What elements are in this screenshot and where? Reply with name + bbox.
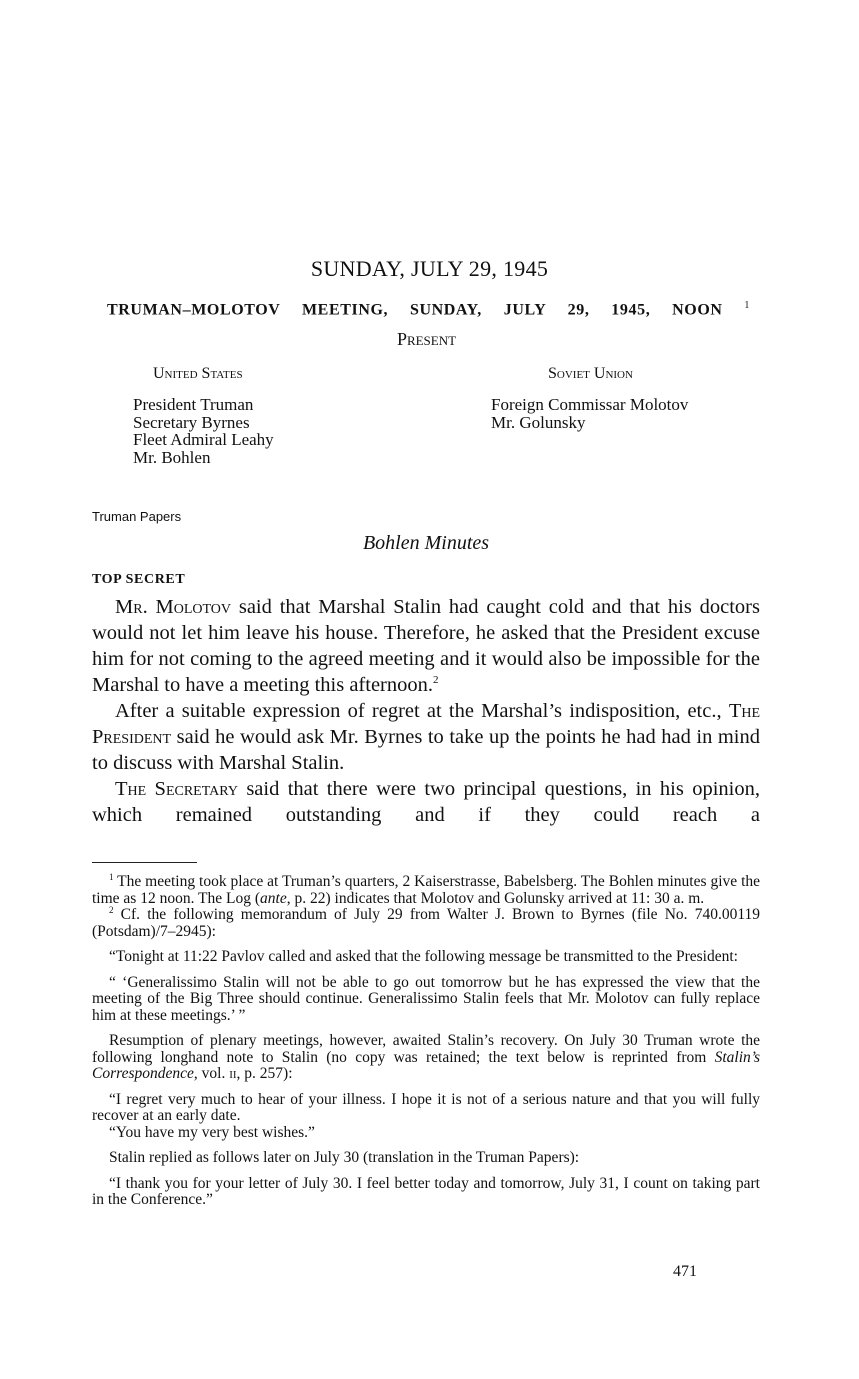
source-label: Truman Papers [92, 509, 182, 524]
quotation: “You have my very best wishes.” [109, 1123, 315, 1141]
footnote-paragraph [92, 1033, 760, 1083]
page-number: 471 [673, 1263, 697, 1280]
quotation: “Tonight at 11:22 Pavlov called and asked that the following message be transmitted to the President: [109, 948, 738, 965]
footnote-ref-2: 2 [433, 674, 439, 687]
speaker-name: The Secretary [115, 778, 238, 800]
participant-name: Secretary Byrnes [133, 412, 250, 432]
soviet-participants [491, 396, 688, 431]
soviet-column-heading: Soviet Union [548, 365, 633, 382]
participant-name: Foreign Commissar Molotov [491, 395, 689, 414]
speaker-name: Mr. Molotov [115, 596, 232, 618]
section-date-heading: SUNDAY, JULY 29, 1945 [310, 256, 549, 281]
footnote-number: 2 [109, 904, 114, 915]
footnote-text: Resumption of plenary meetings, however, awaited Stalin’s recovery. On July 30 Truman wrote the following longhand note to Stalin (no copy was retained; the text below is reprinted from [92, 1032, 760, 1066]
book-title: Stalin’s Correspondence [92, 1048, 760, 1082]
meeting-title [107, 300, 750, 319]
paragraph-text: said that there were two principal questions, in his opinion, which remained outstanding and if they could reach a [92, 778, 760, 826]
footnote-divider [92, 862, 197, 863]
paragraph [92, 698, 760, 776]
quotation: “I regret very much to hear of your illness. I hope it is not of a serious nature and that you will fully recover at an early date. [92, 1090, 760, 1124]
present-label: Present [396, 329, 457, 349]
footnote-text: , p. 257): [236, 1065, 293, 1082]
paragraph-text: said he would ask Mr. Byrnes to take up the points he had had in mind to discuss with Marshal Stalin. [92, 726, 760, 774]
footnote-text: The meeting took place at Truman’s quarters, 2 Kaiserstrasse, Babelsberg. The Bohlen minutes give the time as 12 noon. The Log ( [92, 873, 760, 907]
participant-name: President Truman [133, 395, 254, 414]
paragraph [92, 776, 760, 828]
volume-number: ii [229, 1065, 237, 1082]
footnote-text: ante [260, 889, 287, 907]
meeting-title-text: TRUMAN–MOLOTOV MEETING, SUNDAY, JULY 29, 1945, NOON [107, 301, 723, 319]
us-column-heading: United States [153, 365, 243, 382]
paragraph [92, 594, 760, 698]
footnotes [92, 871, 760, 1209]
footnote-number: 1 [109, 871, 114, 882]
footnote-ref-1: 1 [744, 300, 750, 311]
minutes-title: Bohlen Minutes [362, 532, 490, 554]
participant-name: Mr. Golunsky [491, 412, 586, 432]
us-participants [133, 396, 274, 466]
main-text [92, 594, 760, 828]
footnote-1 [92, 871, 760, 907]
footnote-paragraph: Stalin replied as follows later on July 30 (translation in the Truman Papers): [109, 1149, 580, 1166]
paragraph-text: said that Marshal Stalin had caught cold and that his doctors would not let him leave his house. Therefore, he asked that the President excuse him for not coming to the agreed meeting and it would also be impossible for the Marshal to have a meeting this afternoon. [92, 596, 760, 696]
participant-name: Mr. Bohlen [133, 447, 211, 467]
paragraph-text: After a suitable expression of regret at the Marshal’s indisposition, etc., [115, 700, 729, 722]
footnote-text: , vol. [193, 1065, 230, 1082]
quotation: “I thank you for your letter of July 30. I feel better today and tomorrow, July 31, I count on taking part in the Conference.” [92, 1174, 760, 1208]
classification-label: TOP SECRET [92, 572, 186, 587]
participant-name: Fleet Admiral Leahy [133, 430, 274, 449]
speaker-name: The President [92, 700, 760, 748]
footnote-text: , p. 22) indicates that Molotov and Golunsky arrived at 11: 30 a. m. [286, 889, 705, 907]
footnote-2 [92, 904, 760, 940]
footnote-text: Cf. the following memorandum of July 29 from Walter J. Brown to Byrnes (file No. 740.00119 (Potsdam)/7–2945): [92, 906, 760, 940]
quotation: “ ‘Generalissimo Stalin will not be able to go out tomorrow but he has expressed the view that the meeting of the Big Three should continue. Generalissimo Stalin feels that Mr. Molotov can fully replace him at these meetings.’ ” [92, 973, 760, 1024]
